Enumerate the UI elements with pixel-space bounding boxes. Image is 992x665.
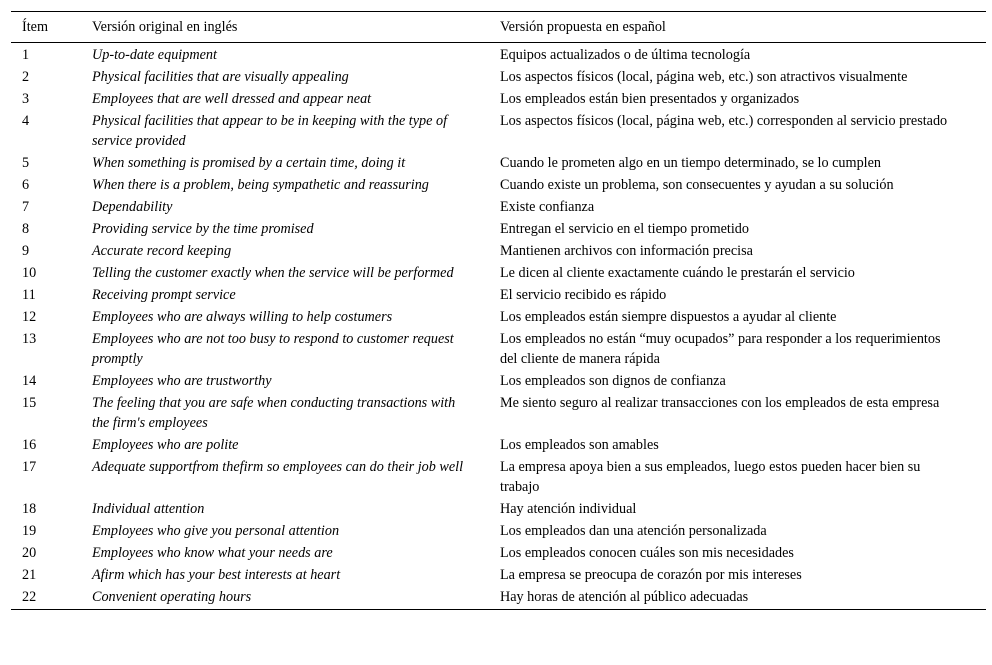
spanish-text: La empresa apoya bien a sus empleados, luego estos pueden hacer bien su trabajo: [500, 459, 921, 495]
table-row: [11, 111, 986, 153]
table-row: [11, 219, 986, 241]
english-text: Up-to-date equipment: [92, 47, 217, 63]
spanish-text: La empresa se preocupa de corazón por mis intereses: [500, 567, 802, 583]
item-number: 12: [22, 309, 37, 325]
table-row: [11, 543, 986, 565]
translation-table: [11, 11, 986, 610]
english-text: Employees that are well dressed and appear neat: [92, 91, 372, 107]
item-number: 19: [22, 523, 37, 539]
table-row: [11, 435, 986, 457]
english-text: Physical facilities that are visually appealing: [92, 69, 349, 85]
table-body: [11, 43, 986, 610]
item-number: 7: [22, 199, 30, 215]
item-number: 9: [22, 243, 30, 259]
english-text: Dependability: [92, 199, 173, 215]
header-spanish: Versión propuesta en español: [500, 18, 666, 35]
spanish-text: Los empleados no están “muy ocupados” para responder a los requerimientos del cliente de manera rápida: [500, 331, 941, 367]
table-row: [11, 565, 986, 587]
item-number: 5: [22, 155, 30, 171]
spanish-text: El servicio recibido es rápido: [500, 287, 667, 303]
item-number: 11: [22, 287, 36, 303]
table-row: [11, 371, 986, 393]
english-text: Telling the customer exactly when the service will be performed: [92, 265, 454, 281]
header-row: [11, 12, 986, 43]
english-text: Convenient operating hours: [92, 589, 252, 605]
item-number: 6: [22, 177, 30, 193]
item-number: 18: [22, 501, 37, 517]
english-text: Physical facilities that appear to be in keeping with the type of service provided: [92, 113, 448, 149]
table-row: [11, 393, 986, 435]
spanish-text: Los aspectos físicos (local, página web, etc.) corresponden al servicio prestado: [500, 113, 948, 129]
english-text: Employees who give you personal attention: [92, 523, 340, 539]
spanish-text: Hay atención individual: [500, 501, 637, 517]
spanish-text: Los empleados dan una atención personalizada: [500, 523, 767, 539]
table-row: [11, 285, 986, 307]
english-text: Individual attention: [92, 501, 205, 517]
item-number: 8: [22, 221, 30, 237]
table-row: [11, 457, 986, 499]
spanish-text: Existe confianza: [500, 199, 595, 215]
english-text: Employees who know what your needs are: [92, 545, 333, 561]
spanish-text: Los empleados están bien presentados y organizados: [500, 91, 800, 107]
english-text: Employees who are always willing to help costumers: [92, 309, 393, 325]
item-number: 13: [22, 331, 37, 347]
spanish-text: Cuando existe un problema, son consecuentes y ayudan a su solución: [500, 177, 894, 193]
english-text: Employees who are not too busy to respond to customer request promptly: [92, 331, 454, 367]
table-row: [11, 263, 986, 285]
spanish-text: Mantienen archivos con información precisa: [500, 243, 753, 259]
table-row: [11, 43, 986, 68]
item-number: 22: [22, 589, 37, 605]
table-row: [11, 197, 986, 219]
item-number: 14: [22, 373, 37, 389]
item-number: 15: [22, 395, 37, 411]
header-item: Ítem: [22, 18, 48, 35]
table-header: [11, 12, 986, 43]
table-row: [11, 153, 986, 175]
spanish-text: Equipos actualizados o de última tecnología: [500, 47, 751, 63]
table-row: [11, 241, 986, 263]
item-number: 3: [22, 91, 30, 107]
english-text: Employees who are polite: [92, 437, 239, 453]
english-text: Adequate supportfrom thefirm so employees can do their job well: [92, 459, 464, 475]
spanish-text: Entregan el servicio en el tiempo prometido: [500, 221, 749, 237]
item-number: 21: [22, 567, 37, 583]
spanish-text: Los empleados son amables: [500, 437, 659, 453]
spanish-text: Hay horas de atención al público adecuadas: [500, 589, 749, 605]
table-row: [11, 175, 986, 197]
english-text: Employees who are trustworthy: [92, 373, 272, 389]
english-text: Providing service by the time promised: [92, 221, 314, 237]
item-number: 2: [22, 69, 30, 85]
table-row: [11, 67, 986, 89]
english-text: Accurate record keeping: [92, 243, 232, 259]
table-row: [11, 521, 986, 543]
english-text: The feeling that you are safe when conducting transactions with the firm's employees: [92, 395, 456, 431]
item-number: 17: [22, 459, 37, 475]
table-row: [11, 307, 986, 329]
spanish-text: Los empleados son dignos de confianza: [500, 373, 726, 389]
table-row: [11, 329, 986, 371]
english-text: Receiving prompt service: [92, 287, 236, 303]
spanish-text: Los empleados están siempre dispuestos a ayudar al cliente: [500, 309, 837, 325]
spanish-text: Cuando le prometen algo en un tiempo determinado, se lo cumplen: [500, 155, 881, 171]
english-text: Afirm which has your best interests at heart: [92, 567, 341, 583]
item-number: 20: [22, 545, 37, 561]
item-number: 1: [22, 47, 30, 63]
english-text: When something is promised by a certain time, doing it: [92, 155, 406, 171]
table-row: [11, 89, 986, 111]
item-number: 4: [22, 113, 30, 129]
spanish-text: Los empleados conocen cuáles son mis necesidades: [500, 545, 794, 561]
table-row: [11, 499, 986, 521]
spanish-text: Me siento seguro al realizar transacciones con los empleados de esta empresa: [500, 395, 940, 411]
spanish-text: Los aspectos físicos (local, página web, etc.) son atractivos visualmente: [500, 69, 908, 85]
english-text: When there is a problem, being sympathetic and reassuring: [92, 177, 429, 193]
table-container: [11, 11, 982, 610]
spanish-text: Le dicen al cliente exactamente cuándo le prestarán el servicio: [500, 265, 855, 281]
header-english: Versión original en inglés: [92, 18, 238, 35]
item-number: 10: [22, 265, 37, 281]
item-number: 16: [22, 437, 37, 453]
table-row: [11, 587, 986, 610]
